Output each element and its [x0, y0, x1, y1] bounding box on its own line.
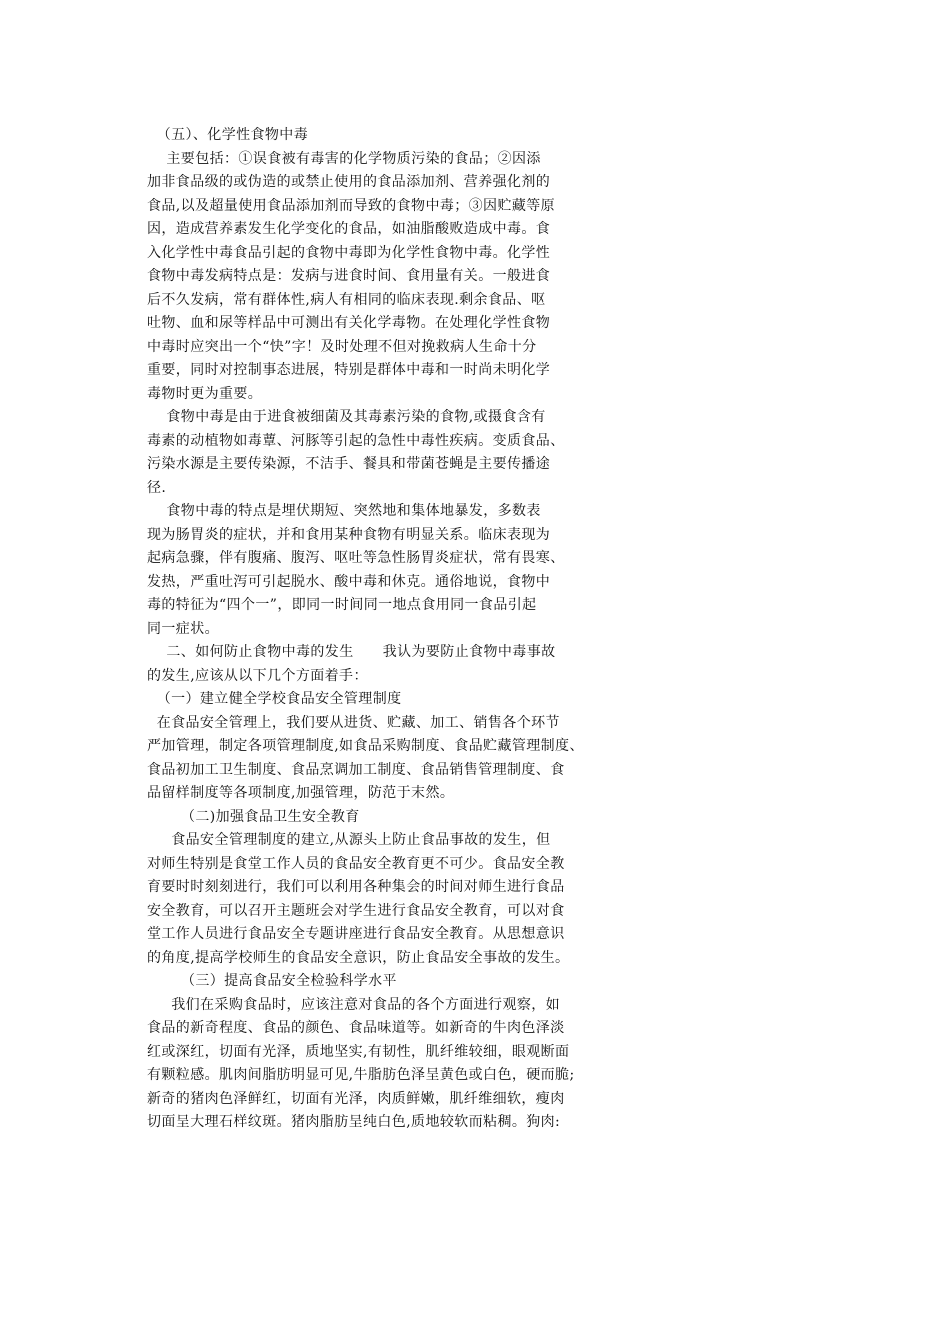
paragraph-line: 在食品安全管理上，我们要从进货、贮藏、加工、销售各个环节: [147, 714, 560, 731]
paragraph-line: 主要包括：①误食被有毒害的化学物质污染的食品；②因添: [147, 150, 541, 167]
subheading-management-system: （一）建立健全学校食品安全管理制度: [147, 691, 402, 707]
paragraph-line: 的发生,应该从以下几个方面着手：: [147, 667, 368, 684]
paragraph-line: 严加管理，制定各项管理制度,如食品采购制度、食品贮藏管理制度、: [147, 738, 584, 754]
paragraph-line: 切面呈大理石样纹斑。猪肉脂肪呈纯白色,质地较软而粘稠。狗肉:: [147, 1114, 561, 1130]
paragraph-line: 毒物时更为重要。: [147, 385, 263, 402]
paragraph-line: 育要时时刻刻进行，我们可以利用各种集会的时间对师生进行食品: [147, 879, 565, 895]
paragraph-line: 食品初加工卫生制度、食品烹调加工制度、食品销售管理制度、食: [147, 761, 565, 778]
paragraph-line: 发热，严重吐泻可引起脱水、酸中毒和休克。通俗地说，食物中: [147, 573, 551, 590]
paragraph-line: 我们在采购食品时，应该注意对食品的各个方面进行观察，如: [147, 996, 561, 1013]
paragraph-line: 的角度,提高学校师生的食品安全意识，防止食品安全事故的发生。: [147, 949, 570, 966]
paragraph-line: 污染水源是主要传染源，不洁手、餐具和带菌苍蝇是主要传播途: [147, 456, 551, 472]
paragraph-line: 安全教育，可以召开主题班会对学生进行食品安全教育，可以对食: [147, 902, 565, 919]
subheading-safety-education: （二)加强食品卫生安全教育: [147, 808, 360, 825]
subheading-inspection-level: （三）提高食品安全检验科学水平: [147, 973, 397, 989]
paragraph-line: 堂工作人员进行食品安全专题讲座进行食品安全教育。从思想意识: [147, 926, 565, 942]
paragraph-line: 食品安全管理制度的建立,从源头上防止食品事故的发生，但: [147, 832, 551, 848]
paragraph-line: 红或深红，切面有光泽，质地坚实,有韧性，肌纤维较细，眼观断面: [147, 1043, 570, 1060]
document-body: [147, 124, 817, 1135]
paragraph-line: 径.: [147, 479, 167, 496]
paragraph-line: 同一症状。: [147, 620, 219, 637]
paragraph-line: 毒的特征为“四个一”，即同一时间同一地点食用同一食品引起: [147, 597, 537, 613]
paragraph-line: 食物中毒的特点是埋伏期短、突然地和集体地暴发，多数表: [147, 503, 541, 519]
paragraph-line: 入化学性中毒食品引起的食物中毒即为化学性食物中毒。化学性: [147, 244, 551, 261]
paragraph-line: 起病急骤，伴有腹痛、腹泻、呕吐等急性肠胃炎症状，常有畏寒、: [147, 550, 565, 566]
paragraph-line: 加非食品级的或伪造的或禁止使用的食品添加剂、营养强化剂的: [147, 174, 551, 190]
paragraph-line: 品留样制度等各项制度,加强管理，防范于末然。: [147, 785, 455, 801]
paragraph-line: 重要，同时对控制事态进展，特别是群体中毒和一时尚未明化学: [147, 362, 551, 378]
paragraph-line: 食物中毒发病特点是：发病与进食时间、食用量有关。一般进食: [147, 268, 551, 284]
paragraph-line: 后不久发病，常有群体性,病人有相同的临床表现.剩余食品、呕: [147, 291, 546, 308]
paragraph-line: 因，造成营养素发生化学变化的食品，如油脂酸败造成中毒。食: [147, 221, 551, 237]
paragraph-line: 对师生特别是食堂工作人员的食品安全教育更不可少。食品安全教: [147, 855, 565, 872]
paragraph-line: 食品的新奇程度、食品的颜色、食品味道等。如新奇的牛肉色泽淡: [147, 1020, 565, 1036]
paragraph-line: 新奇的猪肉色泽鲜红，切面有光泽，肉质鲜嫩，肌纤维细软，瘦肉: [147, 1090, 565, 1107]
section-heading-chemical-poisoning: （五）、化学性食物中毒: [147, 127, 309, 143]
paragraph-line: 有颗粒感。肌肉间脂肪明显可见,牛脂肪色泽呈黄色或白色，硬而脆;: [147, 1067, 575, 1083]
paragraph-line: 中毒时应突出一个“快”字！及时处理不但对挽救病人生命十分: [147, 338, 537, 355]
paragraph-line: 毒素的动植物如毒蕈、河豚等引起的急性中毒性疾病。变质食品、: [147, 432, 565, 449]
paragraph-line: 食物中毒是由于进食被细菌及其毒素污染的食物,或摄食含有: [147, 409, 546, 425]
paragraph-line: 现为肠胃炎的症状，并和食用某种食物有明显关系。临床表现为: [147, 526, 551, 543]
paragraph-line: 吐物、血和尿等样品中可测出有关化学毒物。在处理化学性食物: [147, 315, 551, 331]
paragraph-line: 食品,以及超量使用食品添加剂而导致的食物中毒；③因贮藏等原: [147, 197, 556, 214]
section-heading-prevention: 二、如何防止食物中毒的发生 我认为要防止食物中毒事故: [147, 644, 556, 660]
